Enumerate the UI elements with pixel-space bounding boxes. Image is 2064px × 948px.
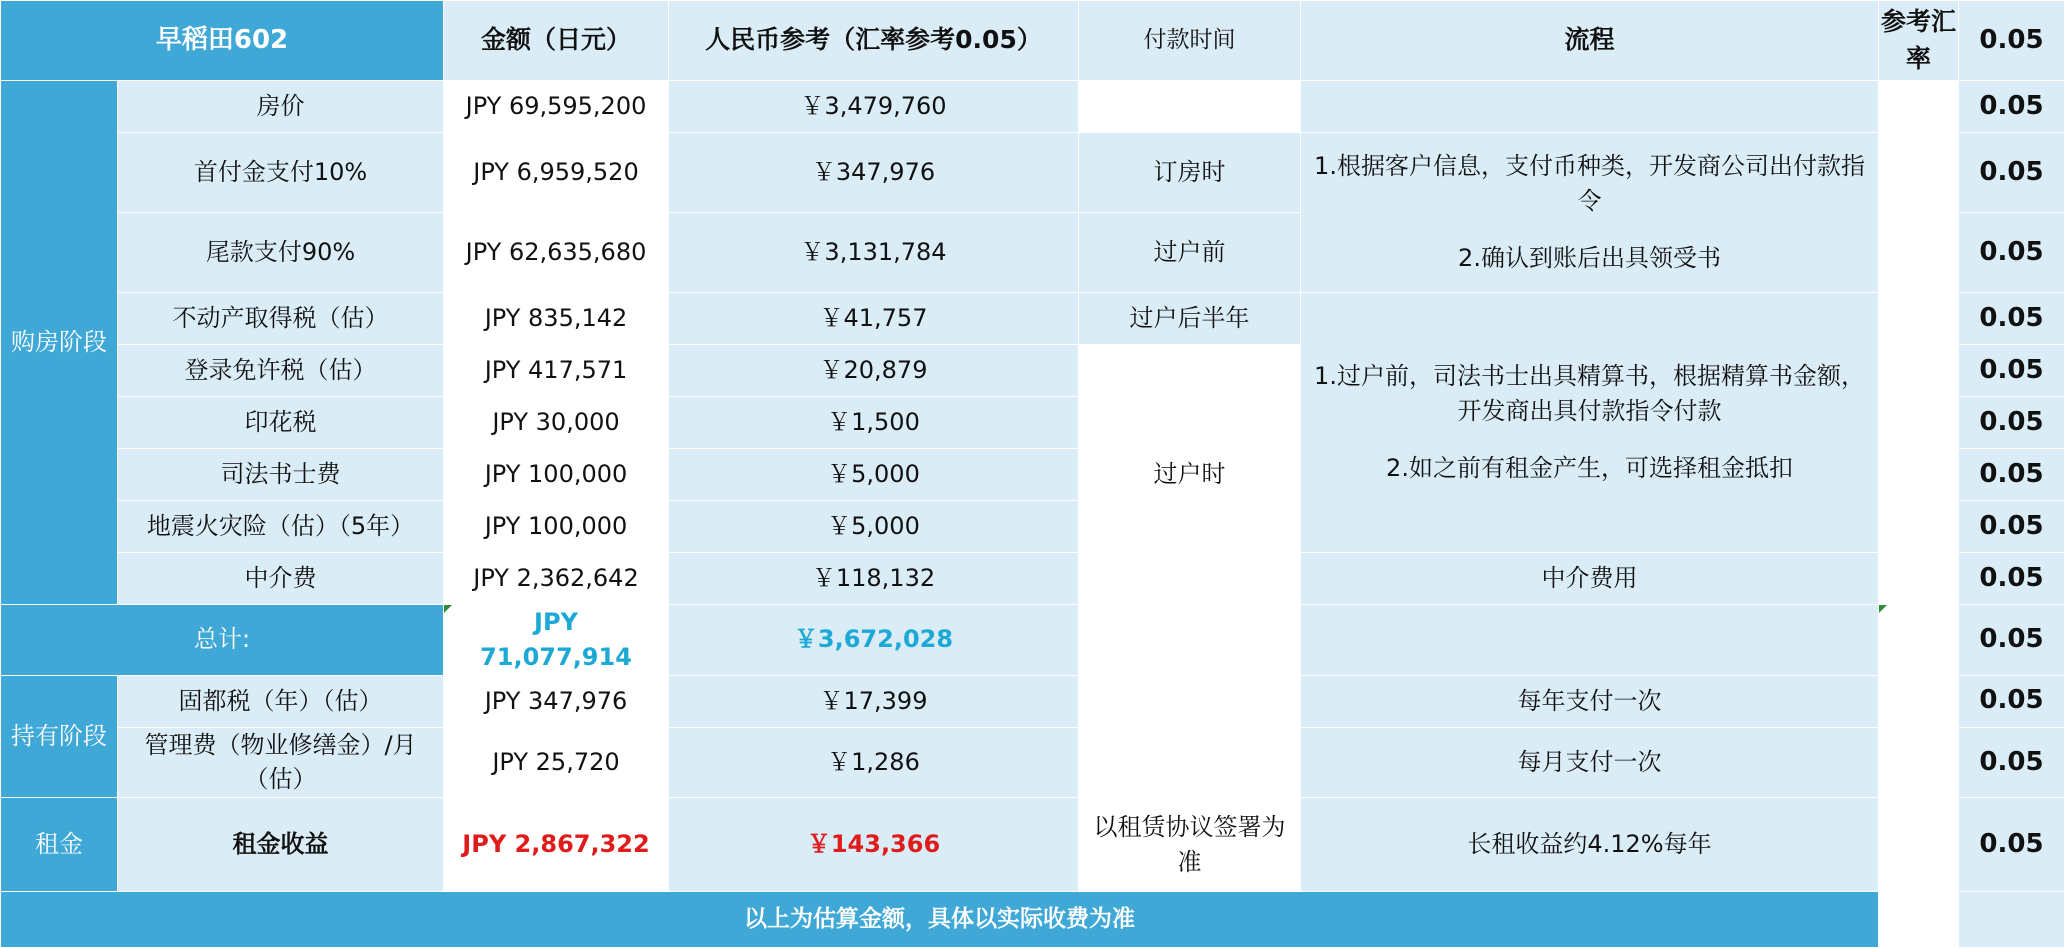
- jpy-cell[interactable]: JPY 62,635,680: [444, 213, 669, 293]
- item-cell[interactable]: 登录免许税（估）: [118, 345, 444, 397]
- item-cell[interactable]: 中介费: [118, 553, 444, 605]
- item-cell[interactable]: 尾款支付90%: [118, 213, 444, 293]
- section-purchase-cell[interactable]: 购房阶段: [1, 81, 118, 605]
- ref-rate-cell[interactable]: [1879, 293, 1959, 345]
- process-cell[interactable]: [1301, 81, 1879, 133]
- jpy-cell[interactable]: JPY 100,000: [444, 501, 669, 553]
- process-cell-agency[interactable]: 中介费用: [1301, 553, 1879, 605]
- rate-cell[interactable]: 0.05: [1959, 81, 2064, 133]
- pay-time-cell[interactable]: 订房时: [1079, 133, 1301, 213]
- pay-time-cell[interactable]: 以租赁协议签署为准: [1079, 798, 1301, 892]
- rate-cell[interactable]: 0.05: [1959, 133, 2064, 213]
- ref-rate-cell[interactable]: [1879, 345, 1959, 397]
- jpy-cell[interactable]: JPY 30,000: [444, 397, 669, 449]
- jpy-header-cell[interactable]: 金额（日元）: [444, 1, 669, 81]
- rate-cell[interactable]: 0.05: [1959, 213, 2064, 293]
- jpy-cell[interactable]: JPY 6,959,520: [444, 133, 669, 213]
- rate-cell[interactable]: 0.05: [1959, 501, 2064, 553]
- cny-cell[interactable]: ￥118,132: [669, 553, 1079, 605]
- item-cell[interactable]: 房价: [118, 81, 444, 133]
- pay-time-header-cell[interactable]: 付款时间: [1079, 1, 1301, 81]
- pay-time-cell[interactable]: [1079, 675, 1301, 727]
- pay-time-cell[interactable]: [1079, 605, 1301, 676]
- cny-cell[interactable]: ￥5,000: [669, 501, 1079, 553]
- table-row: [1, 553, 2064, 605]
- cny-cell[interactable]: ￥17,399: [669, 675, 1079, 727]
- process-cell-transfer[interactable]: [1301, 293, 1879, 553]
- item-cell[interactable]: 不动产取得税（估）: [118, 293, 444, 345]
- ref-rate-cell[interactable]: [1879, 213, 1959, 293]
- table-row: [1, 293, 2064, 345]
- rate-cell[interactable]: 0.05: [1959, 798, 2064, 892]
- jpy-cell[interactable]: JPY 417,571: [444, 345, 669, 397]
- pay-time-cell[interactable]: 过户后半年: [1079, 293, 1301, 345]
- jpy-cell[interactable]: JPY 25,720: [444, 727, 669, 798]
- footer-note-cell[interactable]: 以上为估算金额，具体以实际收费为准: [1, 892, 1879, 948]
- cny-cell[interactable]: ￥20,879: [669, 345, 1079, 397]
- header-row: [1, 1, 2064, 81]
- jpy-cell[interactable]: JPY 2,362,642: [444, 553, 669, 605]
- ref-rate-cell[interactable]: [1879, 449, 1959, 501]
- ref-rate-cell[interactable]: [1879, 727, 1959, 798]
- cny-cell[interactable]: ￥3,479,760: [669, 81, 1079, 133]
- jpy-cell[interactable]: JPY 100,000: [444, 449, 669, 501]
- pay-time-cell[interactable]: [1079, 81, 1301, 133]
- pay-time-cell[interactable]: 过户前: [1079, 213, 1301, 293]
- rate-cell[interactable]: 0.05: [1959, 605, 2064, 676]
- rate-header-cell[interactable]: 0.05: [1959, 1, 2064, 81]
- cny-cell[interactable]: ￥5,000: [669, 449, 1079, 501]
- ref-rate-cell[interactable]: [1879, 798, 1959, 892]
- process-step-text: 2.如之前有租金产生，可选择租金抵扣: [1386, 454, 1793, 482]
- rate-cell[interactable]: 0.05: [1959, 345, 2064, 397]
- total-cny-cell[interactable]: ￥3,672,028: [669, 605, 1079, 676]
- process-cell-payment[interactable]: [1301, 133, 1879, 293]
- rate-cell[interactable]: 0.05: [1959, 553, 2064, 605]
- section-holding-cell[interactable]: 持有阶段: [1, 675, 118, 798]
- cny-header-cell[interactable]: 人民币参考（汇率参考0.05）: [669, 1, 1079, 81]
- item-cell[interactable]: 印花税: [118, 397, 444, 449]
- footer-row: [1, 892, 2064, 948]
- jpy-cell[interactable]: JPY 69,595,200: [444, 81, 669, 133]
- rate-cell[interactable]: 0.05: [1959, 727, 2064, 798]
- jpy-cell[interactable]: JPY 835,142: [444, 293, 669, 345]
- table-row: [1, 133, 2064, 213]
- process-step-text: 1.过户前，司法书士出具精算书，根据精算书金额，开发商出具付款指令付款: [1314, 362, 1865, 425]
- cny-cell[interactable]: ￥1,286: [669, 727, 1079, 798]
- project-name-cell[interactable]: 早稻田602: [1, 1, 444, 81]
- cny-cell[interactable]: ￥3,131,784: [669, 213, 1079, 293]
- rate-cell[interactable]: [1959, 892, 2064, 948]
- rent-jpy-cell[interactable]: JPY 2,867,322: [444, 798, 669, 892]
- item-cell[interactable]: 固都税（年）（估）: [118, 675, 444, 727]
- item-cell[interactable]: 地震火灾险（估）（5年）: [118, 501, 444, 553]
- ref-rate-cell[interactable]: [1879, 553, 1959, 605]
- section-rent-cell[interactable]: 租金: [1, 798, 118, 892]
- ref-rate-cell[interactable]: [1879, 892, 1959, 948]
- item-cell[interactable]: 首付金支付10%: [118, 133, 444, 213]
- ref-rate-cell[interactable]: [1879, 397, 1959, 449]
- process-cell[interactable]: 每年支付一次: [1301, 675, 1879, 727]
- item-cell[interactable]: 租金收益: [118, 798, 444, 892]
- cny-cell[interactable]: ￥347,976: [669, 133, 1079, 213]
- table-row: [1, 675, 2064, 727]
- ref-rate-cell[interactable]: [1879, 81, 1959, 133]
- rate-cell[interactable]: 0.05: [1959, 397, 2064, 449]
- total-row: [1, 605, 2064, 676]
- pay-time-cell[interactable]: [1079, 727, 1301, 798]
- process-step-text: 2.确认到账后出具领受书: [1458, 244, 1721, 272]
- ref-rate-header-cell[interactable]: 参考汇率: [1879, 1, 1959, 81]
- item-cell[interactable]: 管理费（物业修缮金）/月（估）: [118, 727, 444, 798]
- table-row: [1, 727, 2064, 798]
- process-header-cell[interactable]: 流程: [1301, 1, 1879, 81]
- pay-time-cell[interactable]: 过户时: [1079, 345, 1301, 605]
- total-jpy-cell[interactable]: JPY 71,077,914: [444, 605, 669, 676]
- rate-cell[interactable]: 0.05: [1959, 293, 2064, 345]
- cny-cell[interactable]: ￥41,757: [669, 293, 1079, 345]
- rent-cny-cell[interactable]: ￥143,366: [669, 798, 1079, 892]
- ref-rate-cell[interactable]: [1879, 133, 1959, 213]
- process-step-text: 1.根据客户信息，支付币种类，开发商公司出付款指令: [1314, 152, 1865, 215]
- rate-cell[interactable]: 0.05: [1959, 449, 2064, 501]
- ref-rate-cell[interactable]: [1879, 605, 1959, 676]
- ref-rate-cell[interactable]: [1879, 501, 1959, 553]
- process-cell[interactable]: [1301, 605, 1879, 676]
- ref-rate-cell[interactable]: [1879, 675, 1959, 727]
- cny-cell[interactable]: ￥1,500: [669, 397, 1079, 449]
- process-cell[interactable]: 长租收益约4.12%每年: [1301, 798, 1879, 892]
- rent-row: [1, 798, 2064, 892]
- rate-cell[interactable]: 0.05: [1959, 675, 2064, 727]
- jpy-cell[interactable]: JPY 347,976: [444, 675, 669, 727]
- item-cell[interactable]: 司法书士费: [118, 449, 444, 501]
- table-row: [1, 81, 2064, 133]
- total-label-cell[interactable]: 总计:: [1, 605, 444, 676]
- process-cell[interactable]: 每月支付一次: [1301, 727, 1879, 798]
